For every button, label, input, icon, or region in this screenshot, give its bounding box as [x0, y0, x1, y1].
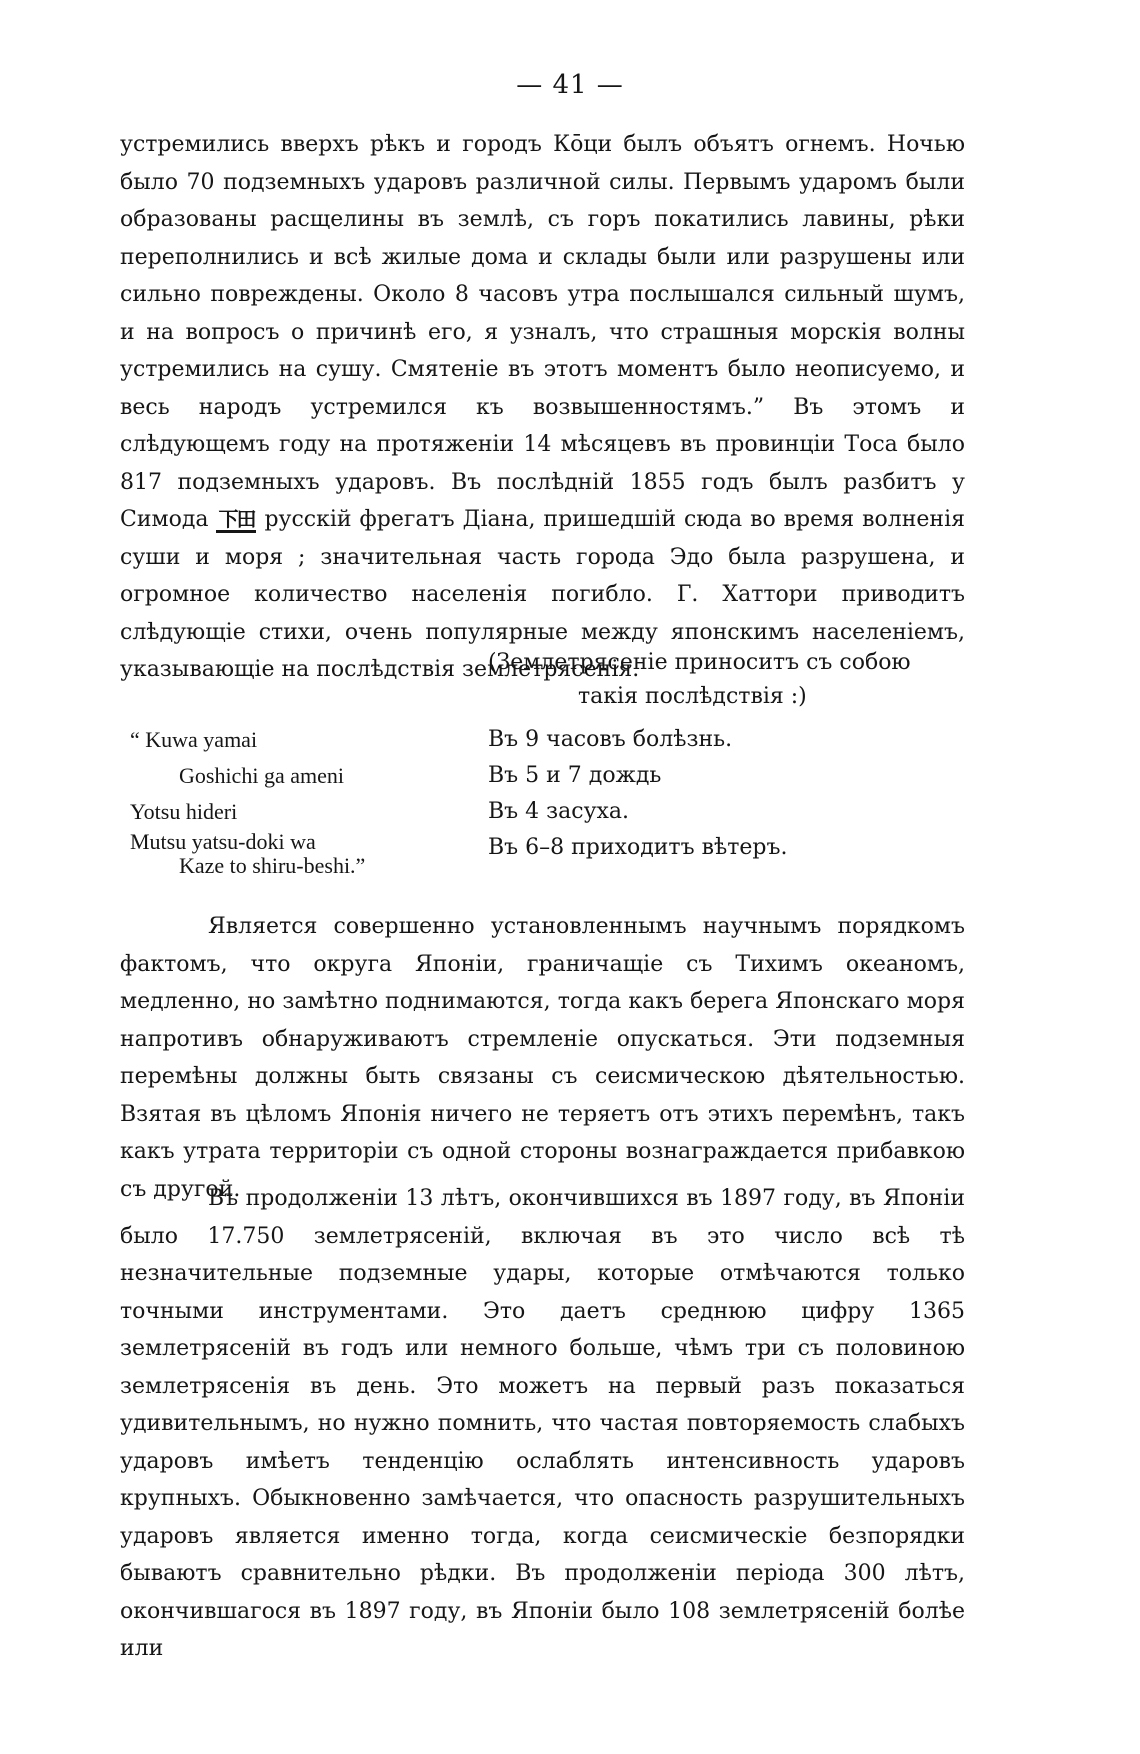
- paragraph-1: [120, 126, 965, 689]
- poem-russian: [488, 722, 908, 866]
- poem-japanese: [130, 722, 450, 878]
- poem-intro: [470, 646, 930, 714]
- paragraph-2-text: Является совершенно установленнымъ научнымъ порядкомъ фактомъ, что округа Японіи, граничащіе съ Тихимъ океаномъ, медленно, но замѣтно поднимаются, тогда какъ берега Японскаго моря напротивъ обнаруживаютъ стремленіе опускаться. Эти подземныя перемѣны должны быть связаны съ сеисмическою дѣятельностью. Взятая въ цѣломъ Японія ничего не теряетъ отъ этихъ перемѣнъ, такъ какъ утрата территоріи съ одной стороны вознаграждается прибавкою съ другой.: [120, 914, 965, 1202]
- poem-japanese-line: “ Kuwa yamai: [130, 727, 258, 752]
- poem-russian-line: Въ 6–8 приходитъ вѣтеръ.: [488, 835, 788, 860]
- paragraph-2: [120, 908, 965, 1208]
- poem-japanese-line: Goshichi ga ameni: [179, 763, 344, 788]
- paragraph-1-text-b: русскій фрегатъ Діана, пришедшій сюда во время волненія суши и моря ; значительная часть города Эдо была разрушена, и огромное количество населенія погибло. Г. Хаттори приводитъ слѣдующіе стихи, очень популярные между японскимъ населеніемъ, указывающіе на послѣдствія землетрясенія.: [120, 507, 965, 682]
- poem-japanese-line: Yotsu hideri: [130, 799, 238, 824]
- poem-russian-line: Въ 4 засуха.: [488, 799, 630, 824]
- poem-intro-line-1: (Землетрясеніе приноситъ съ собою: [488, 650, 911, 675]
- paragraph-3-text: Въ продолженіи 13 лѣтъ, окончившихся въ 1897 году, въ Японіи было 17.750 землетрясеній, включая въ это число всѣ тѣ незначительные подземные удары, которые отмѣчаются только точными инструментами. Это даетъ среднюю цифру 1365 землетрясеній въ годъ или немного больше, чѣмъ три съ половиною землетрясенія въ день. Это можетъ на первый разъ показаться удивительнымъ, но нужно помнить, что частая повторяемость слабыхъ ударовъ имѣетъ тенденцію ослаблять интенсивность ударовъ крупныхъ. Обыкновенно замѣчается, что опасность разрушительныхъ ударовъ является именно тогда, когда сеисмическіе безпорядки бываютъ сравнительно рѣдки. Въ продолженіи періода 300 лѣтъ, окончившагося въ 1897 году, въ Японіи было 108 землетрясеній болѣе или: [120, 1186, 965, 1661]
- paragraph-3: [120, 1180, 965, 1668]
- poem-russian-line: Въ 9 часовъ болѣзнь.: [488, 727, 733, 752]
- poem-japanese-line: Mutsu yatsu-doki wa: [130, 829, 316, 854]
- shimoda-kanji: 下田: [218, 507, 255, 531]
- poem-japanese-line: Kaze to shiru-beshi.”: [179, 853, 366, 878]
- page-number: — 41 —: [516, 70, 624, 100]
- poem-russian-line: Въ 5 и 7 дождь: [488, 763, 662, 788]
- poem-intro-line-2: такія послѣдствія :): [578, 684, 807, 709]
- paragraph-1-text-a: устремились вверхъ рѣкъ и городъ Кōци былъ объятъ огнемъ. Ночью было 70 подземныхъ ударовъ различной силы. Первымъ ударомъ были образованы расщелины въ землѣ, съ горъ покатились лавины, рѣки переполнились и всѣ жилые дома и склады были или разрушены или сильно повреждены. Около 8 часовъ утра послышался сильный шумъ, и на вопросъ о причинѣ его, я узналъ, что страшныя морскія волны устремились на сушу. Смятеніе въ этотъ моментъ было неописуемо, и весь народъ устремился къ возвышенностямъ.” Въ этомъ и слѣдующемъ году на протяженіи 14 мѣсяцевъ въ провинціи Тоса было 817 подземныхъ ударовъ. Въ послѣдній 1855 годъ былъ разбитъ у Симода: [120, 132, 965, 532]
